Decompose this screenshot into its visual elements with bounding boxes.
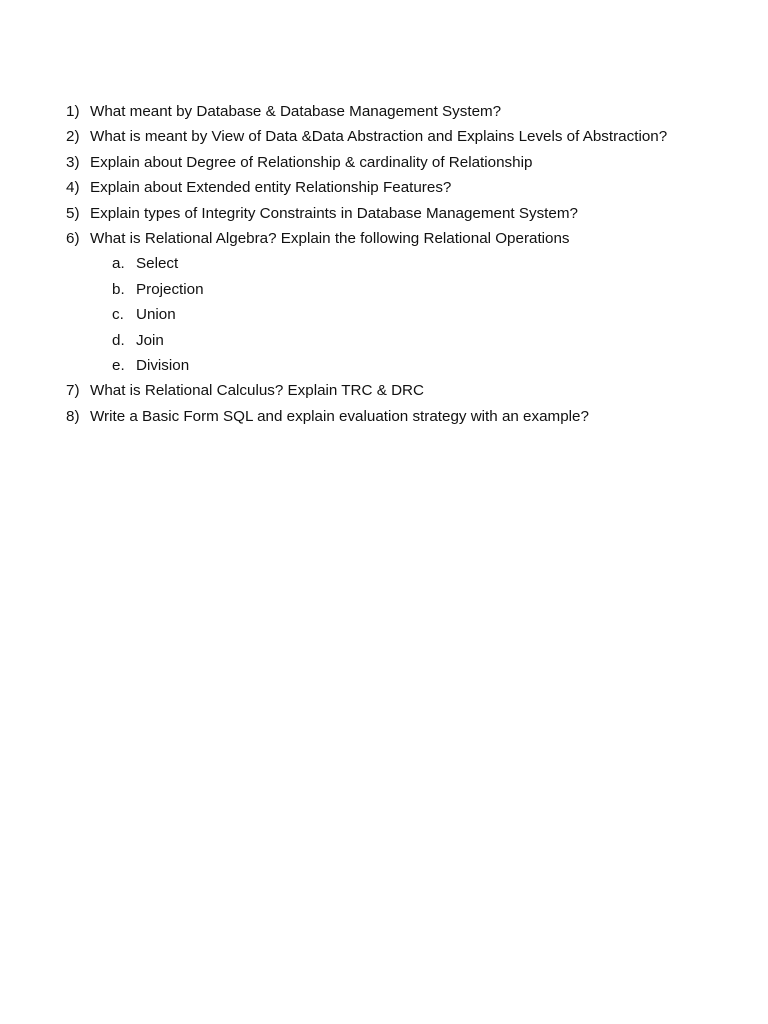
question-item [66,226,756,251]
question-number: 1) [66,103,80,120]
question-list [66,99,756,429]
question-item [66,404,756,429]
sub-item [66,302,756,327]
sub-item [66,251,756,276]
sub-item [66,328,756,353]
question-text: What meant by Database & Database Management System? [90,103,502,120]
sub-item-letter: c. [112,306,124,324]
question-text: Write a Basic Form SQL and explain evaluation strategy with an example? [90,407,589,425]
question-number: 8) [66,407,80,425]
sub-item-text: Join [136,331,164,349]
sub-item-text: Division [136,356,190,374]
question-item [66,378,756,403]
sub-item-text: Union [136,306,176,324]
question-text: Explain about Extended entity Relationship Features? [90,179,452,197]
question-text: What is meant by View of Data &Data Abstraction and Explains Levels of Abstraction? [90,128,668,146]
sub-item-text: Select [136,255,179,273]
question-item [66,175,756,200]
question-item [66,150,756,175]
question-text: Explain about Degree of Relationship & cardinality of Relationship [90,153,533,171]
question-item [66,201,756,226]
question-number: 5) [66,204,80,222]
sub-item-letter: a. [112,255,125,273]
sub-item [66,277,756,302]
sub-item-letter: e. [112,356,125,374]
question-item [66,124,756,149]
sub-item-letter: b. [112,280,125,298]
sub-item-text: Projection [136,280,204,298]
question-number: 2) [66,128,80,146]
question-number: 6) [66,229,80,247]
question-number: 4) [66,179,80,197]
question-number: 3) [66,153,80,171]
question-text: What is Relational Calculus? Explain TRC & DRC [90,382,424,400]
sub-item-letter: d. [112,331,125,349]
question-text: What is Relational Algebra? Explain the following Relational Operations [90,229,570,247]
question-text: Explain types of Integrity Constraints in Database Management System? [90,204,578,222]
sub-item [66,353,756,378]
question-item [66,99,756,124]
question-number: 7) [66,382,80,400]
